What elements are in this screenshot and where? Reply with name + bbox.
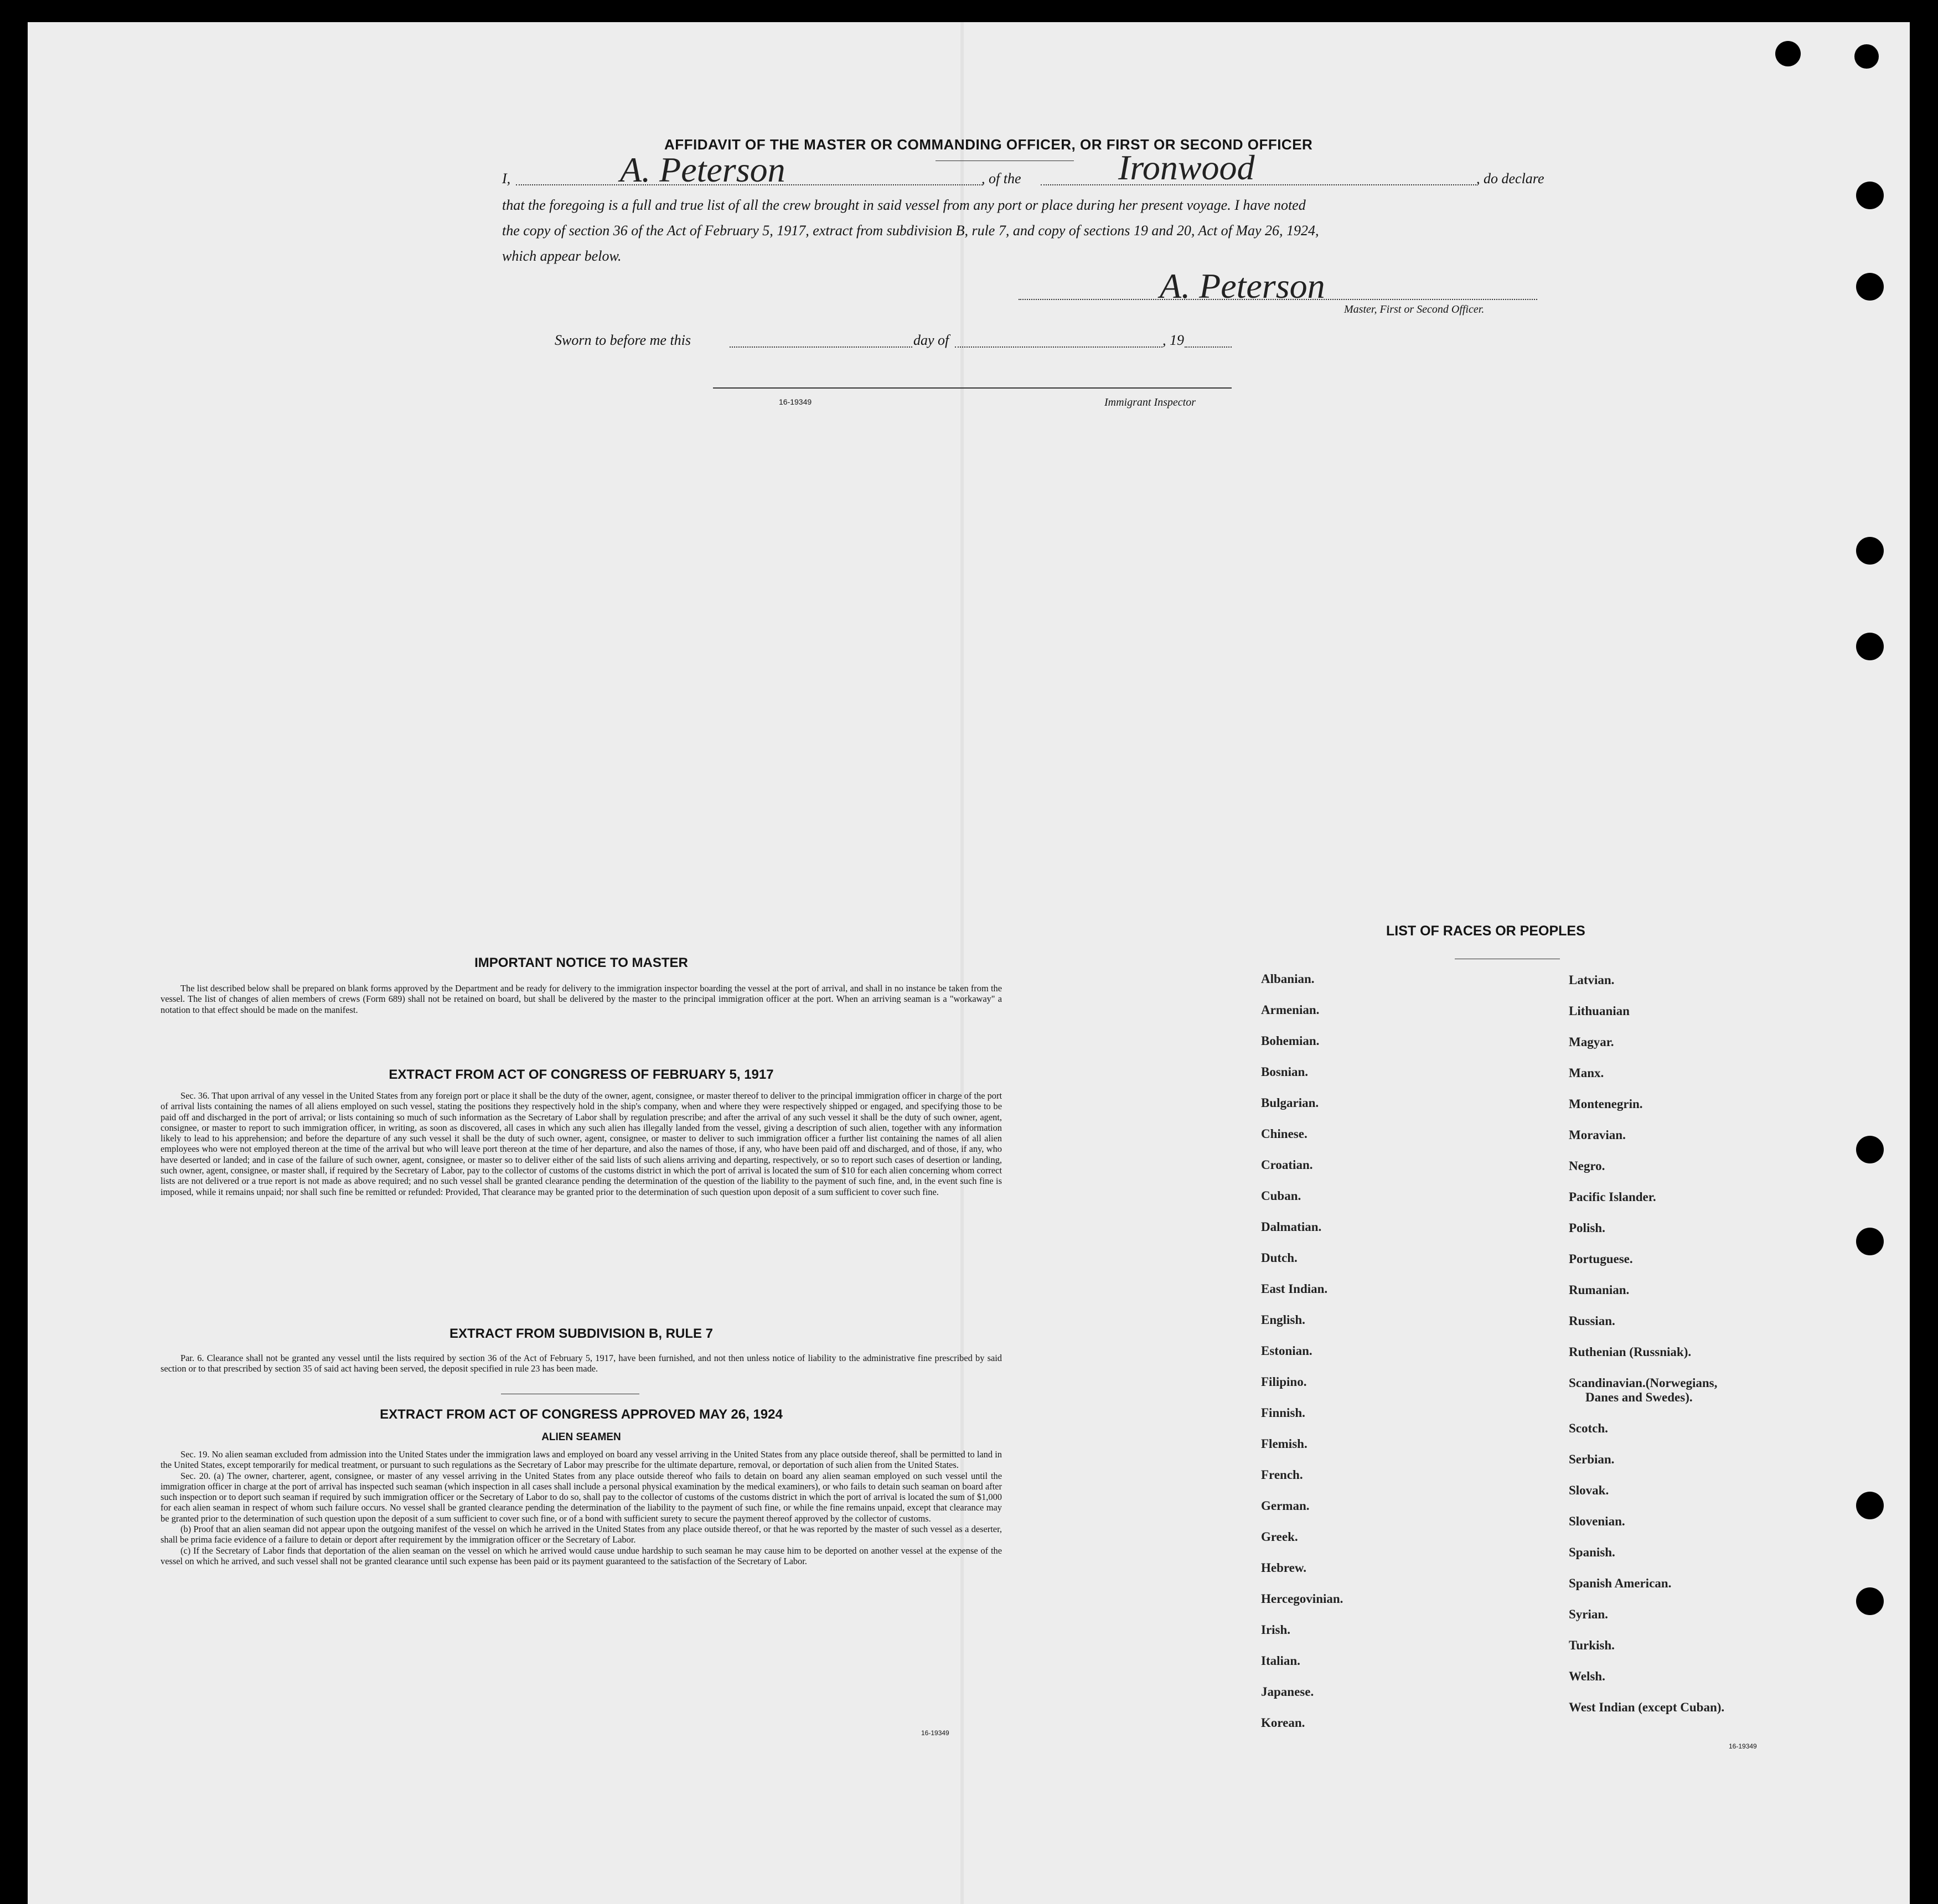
extract-1917-heading: EXTRACT FROM ACT OF CONGRESS OF FEBRUARY 5, 1917 bbox=[389, 1067, 774, 1082]
i-label: I, bbox=[502, 170, 511, 187]
race-item: Rumanian. bbox=[1569, 1283, 1630, 1297]
vessel-name-handwritten: Ironwood bbox=[1118, 148, 1255, 187]
punch-hole bbox=[1856, 1136, 1884, 1163]
punch-hole bbox=[1854, 44, 1879, 69]
race-item: Spanish American. bbox=[1569, 1576, 1672, 1590]
punch-hole bbox=[1856, 1587, 1884, 1615]
race-item: Hercegovinian. bbox=[1261, 1592, 1343, 1606]
race-item: Ruthenian (Russniak). bbox=[1569, 1345, 1692, 1359]
race-item: Flemish. bbox=[1261, 1437, 1307, 1451]
race-item: Lithuanian bbox=[1569, 1004, 1630, 1018]
race-item: Cuban. bbox=[1261, 1189, 1301, 1203]
punch-hole bbox=[1856, 537, 1884, 565]
race-item: Bosnian. bbox=[1261, 1065, 1309, 1079]
year-label: , 19 bbox=[1162, 332, 1184, 348]
signature-handwritten: A. Peterson bbox=[1160, 266, 1325, 306]
race-item: Croatian. bbox=[1261, 1158, 1313, 1172]
race-item: Japanese. bbox=[1261, 1685, 1314, 1699]
affidavit-form-number: 16-19349 bbox=[779, 397, 812, 406]
notice-text: The list described below shall be prepared on blank forms approved by the Department and be ready for delivery to the immigration inspector boarding the vessel at the port of arrival, and shall in no instance be taken from the vessel. The list of changes of alien members of crews (Form 689) shall not be retained on board, but shall be delivered by the master to the principal immigration officer at the port. When an arriving seaman is a "workaway" a notation to that effect should be made on the manifest. bbox=[161, 983, 1002, 1015]
race-item: Greek. bbox=[1261, 1530, 1298, 1544]
of-the-label: , of the bbox=[981, 170, 1021, 187]
race-item: Welsh. bbox=[1569, 1669, 1605, 1683]
punch-hole bbox=[1775, 41, 1801, 66]
punch-hole bbox=[1856, 1228, 1884, 1255]
vessel-name-line bbox=[1041, 184, 1476, 185]
races-heading: LIST OF RACES OR PEOPLES bbox=[1386, 923, 1585, 939]
document-page bbox=[28, 22, 1910, 1904]
race-item: West Indian (except Cuban). bbox=[1569, 1700, 1725, 1714]
race-item: French. bbox=[1261, 1468, 1303, 1482]
race-item: Russian. bbox=[1569, 1314, 1615, 1328]
declaration-line-1: that the foregoing is a full and true list of all the crew brought in said vessel from any port or place during her present voyage. I have noted bbox=[502, 197, 1306, 213]
affidavit-heading: AFFIDAVIT OF THE MASTER OR COMMANDING OFFICER, OR FIRST OR SECOND OFFICER bbox=[664, 136, 1313, 153]
races-right-column bbox=[1569, 973, 1724, 1731]
race-item: East Indian. bbox=[1261, 1282, 1328, 1296]
sworn-year-line bbox=[1185, 346, 1232, 348]
race-item: Magyar. bbox=[1569, 1035, 1614, 1049]
race-item: Bohemian. bbox=[1261, 1034, 1320, 1048]
day-of-label: day of bbox=[913, 332, 949, 348]
inspector-label: Immigrant Inspector bbox=[1104, 396, 1196, 408]
race-item: Filipino. bbox=[1261, 1375, 1307, 1389]
notice-heading: IMPORTANT NOTICE TO MASTER bbox=[474, 955, 688, 970]
sworn-month-line bbox=[955, 346, 1162, 348]
races-left-column bbox=[1261, 972, 1343, 1747]
race-item: Estonian. bbox=[1261, 1344, 1312, 1358]
race-item: Slovak. bbox=[1569, 1483, 1609, 1497]
race-item: Polish. bbox=[1569, 1221, 1605, 1235]
race-item: Syrian. bbox=[1569, 1607, 1608, 1621]
extract-1924-text: Sec. 19. No alien seaman excluded from admission into the United States under the immigration laws and employed on board any vessel arriving in the United States from any place outside thereof, shall be permitted to land in the United States, except temporarily for medical treatment, or pursuant to such regulations as the Secretary of Labor may prescribe for the ultimate departure, removal, or deportation of such alien from the United States. Sec. 20. (a) The owner, charterer, agent, consignee, or master of any vessel arriving in the United States from any place outside thereof who fails to detain on board any alien seaman employed on such vessel until the immigration officer in charge at the port of arrival has inspected such seaman (which inspection in all cases shall include a personal physical examination by the medical examiners), or who fails to detain such seaman on board after such inspection or to deport such seaman if required by such immigration officer or the Secretary of Labor to do so, shall pay to the collector of customs of the customs district in which the port of arrival is located the sum of $1,000 for each alien seaman in respect of whom such failure occurs. No vessel shall be granted clearance pending the determination of the liability to the payment of such fine, or while the fine remains unpaid, except that clearance may be granted prior to the determination of such question upon the deposit of a sum sufficient to cover such fine, or of a bond with sufficient surety to secure the payment thereof approved by the collector of customs. (b) Proof that an alien seaman did not appear upon the outgoing manifest of the vessel on which he arrived in the United States from any place outside thereof, or that he was reported by the master of such vessel as a deserter, shall be prima facie evidence of a failure to detain or deport after requirement by the immigration officer or the Secretary of Labor. (c) If the Secretary of Labor finds that deportation of the alien seaman on the vessel on which he arrived would cause undue hardship to such seaman he may cause him to be deported on another vessel at the expense of the vessel on which he arrived, and such vessel shall not be granted clearance until such expense has been paid or its payment guaranteed to the satisfaction of the Secretary of Labor. bbox=[161, 1449, 1002, 1566]
races-form-number: 16-19349 bbox=[1729, 1742, 1757, 1750]
signature-caption: Master, First or Second Officer. bbox=[1344, 303, 1485, 315]
race-item: Dutch. bbox=[1261, 1251, 1298, 1265]
punch-hole bbox=[1856, 633, 1884, 660]
race-item: Slovenian. bbox=[1569, 1514, 1625, 1528]
race-item: Spanish. bbox=[1569, 1545, 1615, 1559]
race-item: Bulgarian. bbox=[1261, 1096, 1319, 1110]
race-item: Pacific Islander. bbox=[1569, 1190, 1656, 1204]
extract-1924-heading: EXTRACT FROM ACT OF CONGRESS APPROVED MAY 26, 1924 bbox=[380, 1407, 783, 1422]
extract-1917-text: Sec. 36. That upon arrival of any vessel in the United States from any foreign port or place it shall be the duty of the owner, agent, consignee, or master thereof to deliver to the principal immigration officer in charge of the port of arrival lists containing the names of all aliens employed on such vessel, stating the positions they respectively hold in the ship's company, when and where they were respectively shipped or engaged, and specifying those to be paid off and discharged in the port of arrival; or lists containing so much of such information as the Secretary of Labor shall by regulation prescribe; and after the arrival of any such vessel it shall be the duty of such owner, agent, consignee, or master to report to such immigration officer, in writing, as soon as discovered, all cases in which any such alien has illegally landed from the vessel, giving a description of such alien, together with any information likely to lead to his apprehension; and before the departure of any such vessel it shall be the duty of such owner, agent, consignee, or master to deliver to such immigration officer a further list containing the names of all alien employees who were not employed thereon at the time of the arrival but who will leave port thereon at the time of her departure, and also the names of those, if any, who have been paid off and discharged, and of those, if any, who have deserted or landed; and in case of the failure of such owner, agent, consignee, or master so to deliver either of the said lists of such aliens arriving and departing, respectively, or so to report such cases of desertion or landing, such owner, agent, consignee, or master shall, if required by the Secretary of Labor, pay to the collector of customs of the customs district in which the port of arrival is located the sum of $10 for each alien concerning whom correct lists are not delivered or a true report is not made as above required; and no such vessel shall be granted clearance pending the determination of the question of the liability to the payment of such fine, and, in the event such fine is imposed, while it remains unpaid; nor shall such fine be remitted or refunded: Provided, That clearance may be granted prior to the determination of such question upon deposit of a sum sufficient to cover such fine. bbox=[161, 1090, 1002, 1197]
inspector-signature-line bbox=[713, 387, 1232, 389]
race-item: Albanian. bbox=[1261, 972, 1315, 986]
race-item: English. bbox=[1261, 1313, 1305, 1327]
race-item: Finnish. bbox=[1261, 1406, 1305, 1420]
extract-rule7-heading: EXTRACT FROM SUBDIVISION B, RULE 7 bbox=[449, 1326, 714, 1341]
race-item: Montenegrin. bbox=[1569, 1097, 1643, 1111]
punch-hole bbox=[1856, 1492, 1884, 1519]
race-item: Italian. bbox=[1261, 1654, 1300, 1668]
punch-hole bbox=[1856, 182, 1884, 209]
race-item: Dalmatian. bbox=[1261, 1220, 1322, 1234]
declaration-line-2: the copy of section 36 of the Act of February 5, 1917, extract from subdivision B, rule 7, and copy of sections 19 and 20, Act of May 26, 1924, bbox=[502, 223, 1319, 239]
race-item-scandinavian: Scandinavian.(Norwegians, Danes and Swedes). bbox=[1569, 1376, 1718, 1404]
race-item: Armenian. bbox=[1261, 1003, 1320, 1017]
race-item: Turkish. bbox=[1569, 1638, 1615, 1652]
race-item: Korean. bbox=[1261, 1716, 1305, 1730]
declaration-line-3: which appear below. bbox=[502, 248, 622, 264]
race-item: Serbian. bbox=[1569, 1452, 1615, 1466]
race-item: Portuguese. bbox=[1569, 1252, 1633, 1266]
extract-form-number: 16-19349 bbox=[921, 1729, 949, 1737]
race-item: German. bbox=[1261, 1499, 1310, 1513]
race-item: Latvian. bbox=[1569, 973, 1615, 987]
race-item: Negro. bbox=[1569, 1159, 1605, 1173]
race-item: Chinese. bbox=[1261, 1127, 1307, 1141]
alien-seamen-subheading: ALIEN SEAMEN bbox=[541, 1431, 621, 1443]
officer-name-handwritten: A. Peterson bbox=[620, 150, 785, 189]
sworn-day-line bbox=[730, 346, 912, 348]
race-item: Moravian. bbox=[1569, 1128, 1626, 1142]
race-item: Scotch. bbox=[1569, 1421, 1608, 1435]
punch-hole bbox=[1856, 273, 1884, 301]
race-item: Manx. bbox=[1569, 1066, 1604, 1080]
extract-rule7-text: Par. 6. Clearance shall not be granted any vessel until the lists required by section 36 of the Act of February 5, 1917, have been furnished, and not then unless notice of liability to the administrative fine prescribed by said section or to that prescribed by section 35 of said act having been served, the deposit specified in rule 23 has been made. bbox=[161, 1353, 1002, 1374]
sworn-label: Sworn to before me this bbox=[555, 332, 691, 348]
race-item: Irish. bbox=[1261, 1623, 1291, 1637]
do-declare-label: , do declare bbox=[1476, 170, 1544, 187]
race-item: Hebrew. bbox=[1261, 1561, 1306, 1575]
